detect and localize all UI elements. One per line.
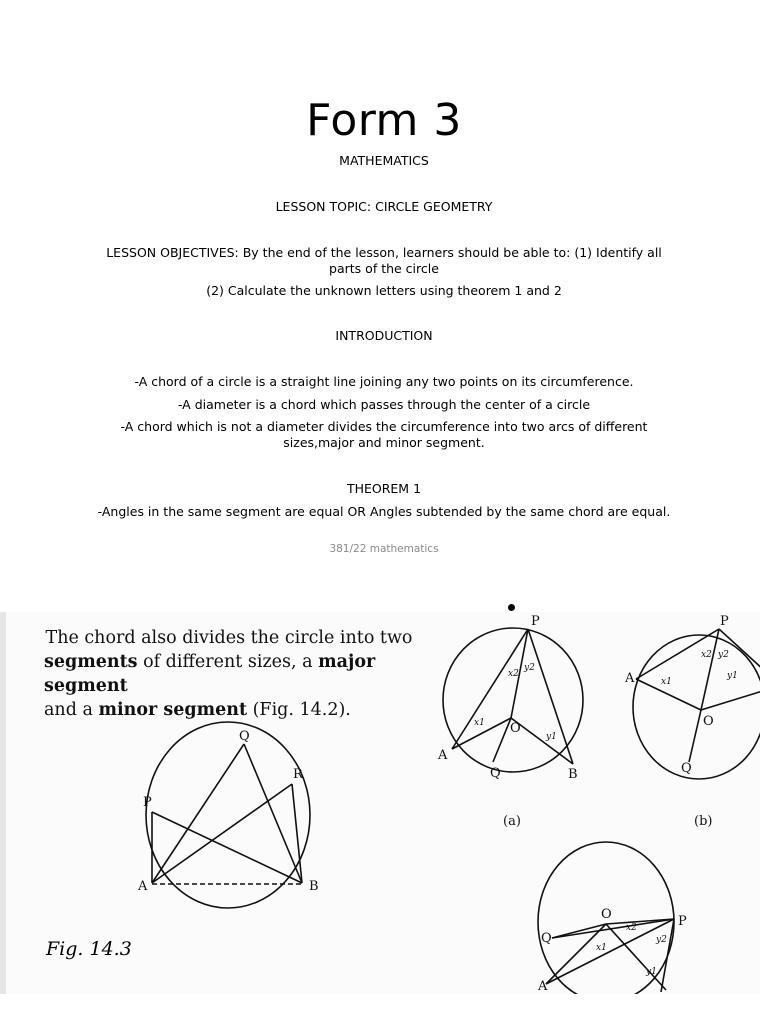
figb-label-p: P xyxy=(720,614,729,629)
textbook-line3: and a minor segment (Fig. 14.2). xyxy=(44,700,351,720)
theorem1-heading: THEOREM 1 xyxy=(346,481,422,496)
lesson-objectives-line3: (2) Calculate the unknown letters using theorem 1 and 2 xyxy=(206,283,562,298)
figb-label-x2: x2 xyxy=(701,650,712,660)
fig143-label-r: R xyxy=(293,767,303,782)
fig143-line-aq xyxy=(152,744,244,883)
textbook-scan-image xyxy=(0,612,760,994)
figa-label-q: Q xyxy=(490,766,501,781)
figa-label-o: O xyxy=(510,721,521,736)
intro-point-segment-line2: sizes,major and minor segment. xyxy=(283,435,485,450)
figa-label-a: A xyxy=(438,748,448,763)
textbook-line2: segments of different sizes, a major segment xyxy=(44,652,376,696)
figa-label-b: B xyxy=(568,767,578,782)
lesson-topic: LESSON TOPIC: CIRCLE GEOMETRY xyxy=(275,199,493,214)
intro-point-chord: -A chord of a circle is a straight line joining any two points on its circumference. xyxy=(134,374,634,389)
figb-label-a: A xyxy=(625,671,635,686)
figb-label-o: O xyxy=(703,714,714,729)
page-title: Form 3 xyxy=(306,95,462,146)
figb-label-y2: y2 xyxy=(718,650,729,660)
figb-caption: (b) xyxy=(694,814,713,829)
fig143-circle xyxy=(146,722,310,908)
figc-label-x1: x1 xyxy=(596,943,607,953)
textbook-line1: The chord also divides the circle into two xyxy=(45,628,413,648)
figa-label-x1: x1 xyxy=(474,718,485,728)
fig143-label-b: B xyxy=(309,879,319,894)
fig143-label-a: A xyxy=(138,879,148,894)
bullet-dot xyxy=(508,604,515,611)
figa-caption: (a) xyxy=(503,814,521,829)
figc-label-p: P xyxy=(678,914,687,929)
intro-point-diameter: -A diameter is a chord which passes through the center of a circle xyxy=(177,397,591,412)
lesson-objectives-line1: LESSON OBJECTIVES: By the end of the lesson, learners should be able to: (1) Identify all xyxy=(106,245,662,260)
lesson-objectives-line2: parts of the circle xyxy=(329,261,439,276)
theorem1-statement: -Angles in the same segment are equal OR Angles subtended by the same chord are equal. xyxy=(97,504,671,519)
fig143-line-rb xyxy=(292,784,302,883)
fig143-label-q: Q xyxy=(239,729,250,744)
figc-label-y1: y1 xyxy=(646,967,657,977)
subject-label: MATHEMATICS xyxy=(339,153,429,168)
figc-label-x2: x2 xyxy=(626,923,637,933)
fig143-line-pb xyxy=(152,812,302,883)
intro-point-segment-line1: -A chord which is not a diameter divides the circumference into two arcs of different xyxy=(120,419,648,434)
circle-figures xyxy=(6,612,760,994)
figure-caption: Fig. 14.3 xyxy=(46,938,132,960)
figa-label-x2: x2 xyxy=(508,669,519,679)
figc-label-o: O xyxy=(601,907,612,922)
fig143-line-qb xyxy=(244,744,302,883)
figa-label-y1: y1 xyxy=(546,732,557,742)
figc-label-a: A xyxy=(538,979,548,994)
figb-label-x1: x1 xyxy=(661,677,672,687)
footer-code: 381/22 mathematics xyxy=(329,543,439,555)
figb-label-q: Q xyxy=(681,761,692,776)
figa-circle xyxy=(443,628,583,772)
figb-label-y1: y1 xyxy=(727,671,738,681)
figa-label-p: P xyxy=(531,614,540,629)
figc-label-q: Q xyxy=(541,931,552,946)
fig143-label-p: P xyxy=(143,795,152,810)
figa-label-y2: y2 xyxy=(524,663,535,673)
introduction-heading: INTRODUCTION xyxy=(335,328,433,343)
figc-label-y2: y2 xyxy=(656,935,667,945)
